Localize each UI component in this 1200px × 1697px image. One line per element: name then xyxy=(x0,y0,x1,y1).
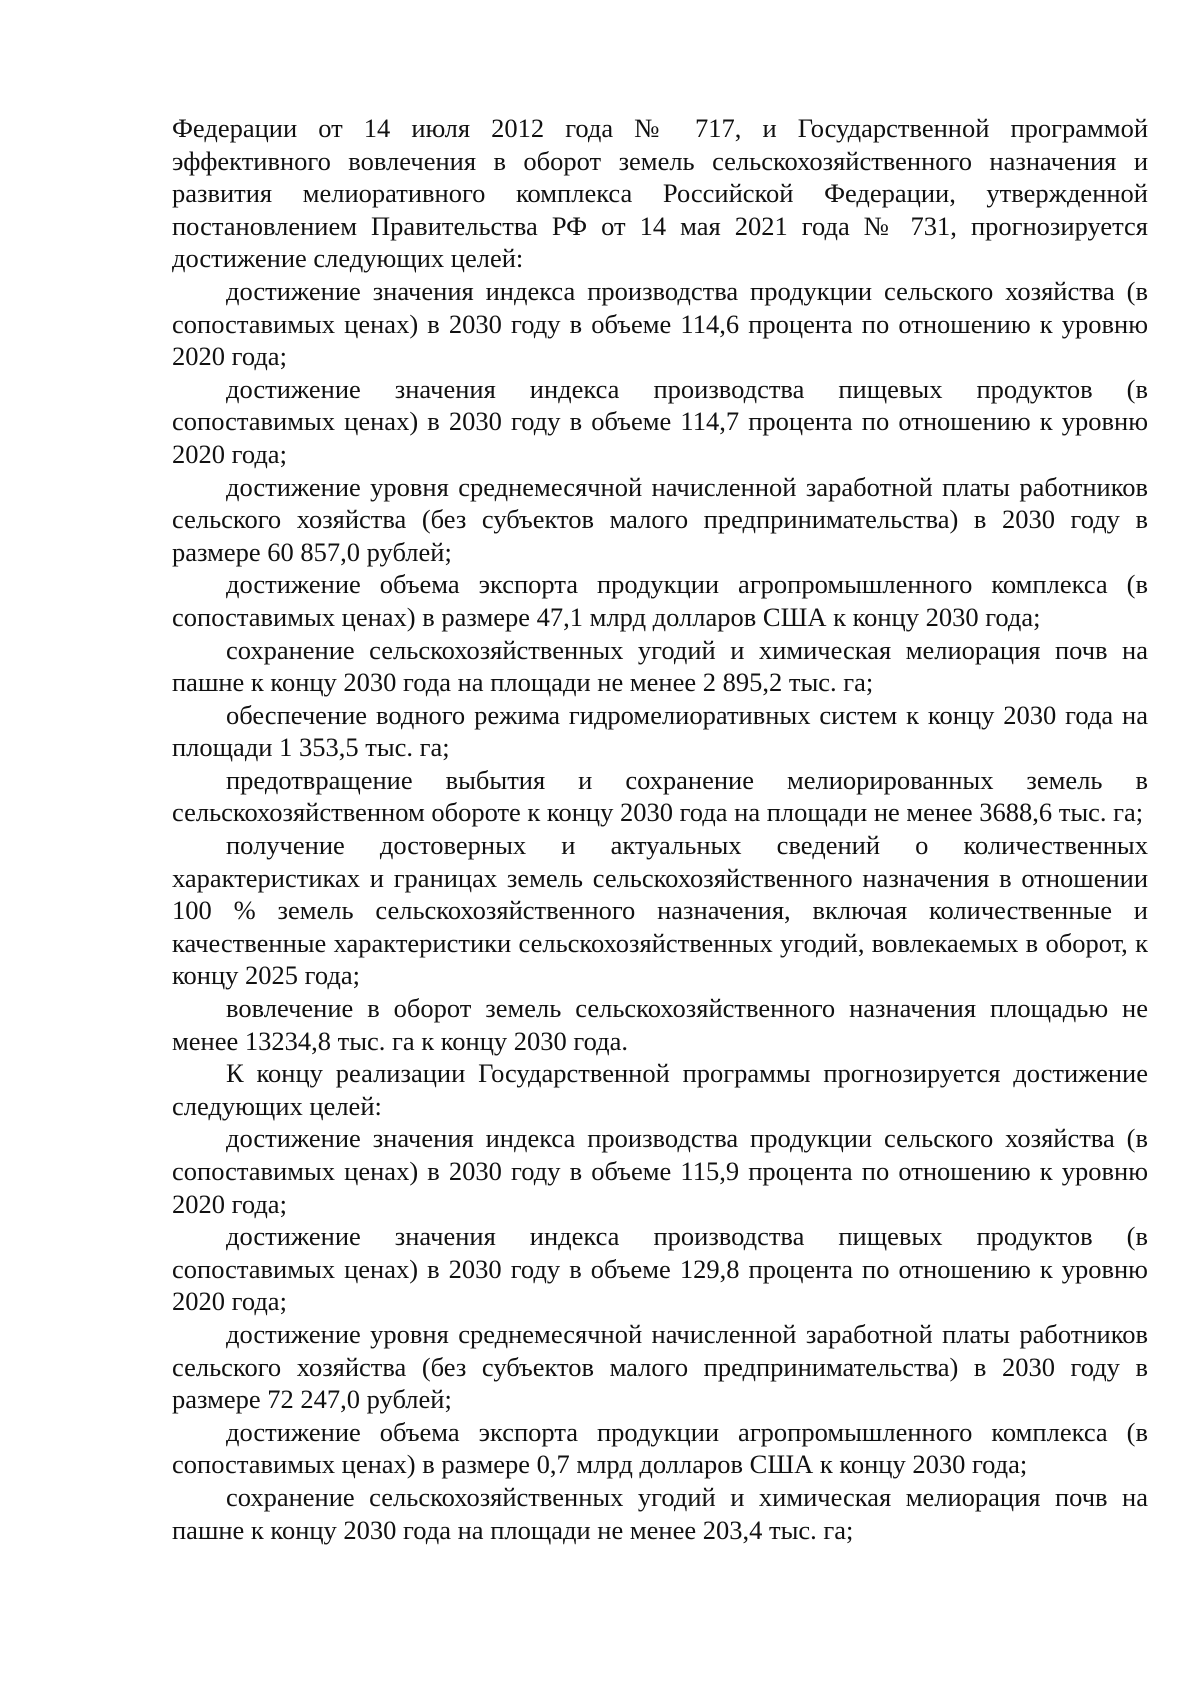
paragraph-goal-reclaimed-land: предотвращение выбытия и сохранение мелиорированных земель в сельскохозяйственном обороте к концу 2030 года на площади не менее 3688,6 тыс. га; xyxy=(172,764,1148,828)
document-page xyxy=(172,112,1148,1546)
paragraph-end-goal-agri-index: достижение значения индекса производства продукции сельского хозяйства (в сопоставимых ценах) в 2030 году в объеме 115,9 процента по отношению к уровню 2020 года; xyxy=(172,1123,1148,1219)
paragraph-program-end-intro: К концу реализации Государственной программы прогнозируется достижение следующих целей: xyxy=(172,1058,1148,1121)
paragraph-end-goal-land-preservation: сохранение сельскохозяйственных угодий и химическая мелиорация почв на пашне к концу 2030 года на площади не менее 203,4 тыс. га; xyxy=(172,1481,1148,1545)
paragraph-goal-land-involvement: вовлечение в оборот земель сельскохозяйственного назначения площадью не менее 13234,8 тыс. га к концу 2030 года. xyxy=(172,993,1148,1056)
paragraph-goal-export: достижение объема экспорта продукции агропромышленного комплекса (в сопоставимых ценах) в размере 47,1 млрд долларов США к концу 2030 года; xyxy=(172,569,1148,632)
paragraph-goal-wage: достижение уровня среднемесячной начисленной заработной платы работников сельского хозяйства (без субъектов малого предпринимательства) в 2030 году в размере 60 857,0 рублей; xyxy=(172,471,1148,567)
paragraph-end-goal-export: достижение объема экспорта продукции агропромышленного комплекса (в сопоставимых ценах) в размере 0,7 млрд долларов США к концу 2030 года; xyxy=(172,1416,1148,1480)
paragraph-goal-water-regime: обеспечение водного режима гидромелиоративных систем к концу 2030 года на площади 1 353,5 тыс. га; xyxy=(172,699,1148,763)
paragraph-goal-agri-index: достижение значения индекса производства продукции сельского хозяйства (в сопоставимых ценах) в 2030 году в объеме 114,6 процента по отношению к уровню 2020 года; xyxy=(172,275,1148,372)
paragraph-end-goal-food-index: достижение значения индекса производства пищевых продуктов (в сопоставимых ценах) в 2030 году в объеме 129,8 процента по отношению к уровню 2020 года; xyxy=(172,1221,1148,1317)
paragraph-goal-land-preservation: сохранение сельскохозяйственных угодий и химическая мелиорация почв на пашне к концу 2030 года на площади не менее 2 895,2 тыс. га; xyxy=(172,634,1148,698)
paragraph-goal-land-data: получение достоверных и актуальных сведений о количественных характеристиках и границах земель сельскохозяйственного назначения в отношении 100 % земель сельскохозяйственного назначения, включая количественные и качественные характеристики сельскохозяйственных угодий, вовлекаемых в оборот, к концу 2025 года; xyxy=(172,830,1148,991)
paragraph-end-goal-wage: достижение уровня среднемесячной начисленной заработной платы работников сельского хозяйства (без субъектов малого предпринимательства) в 2030 году в размере 72 247,0 рублей; xyxy=(172,1318,1148,1415)
paragraph-intro: Федерации от 14 июля 2012 года № 717, и Государственной программой эффективного вовлечения в оборот земель сельскохозяйственного назначения и развития мелиоративного комплекса Российской Федерации, утвержденной постановлением Правительства РФ от 14 мая 2021 года № 731, прогнозируется достижение следующих целей: xyxy=(172,113,1148,274)
paragraph-goal-food-index: достижение значения индекса производства пищевых продуктов (в сопоставимых ценах) в 2030 году в объеме 114,7 процента по отношению к уровню 2020 года; xyxy=(172,373,1148,469)
